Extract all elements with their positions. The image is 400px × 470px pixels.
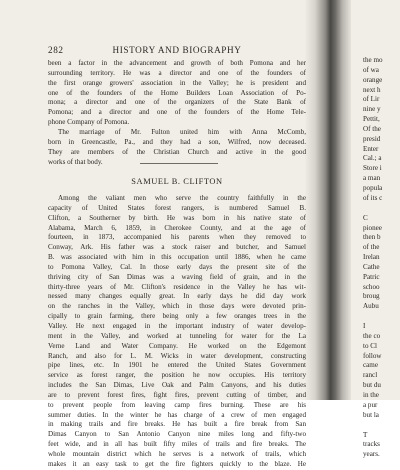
top-paragraph	[48, 59, 306, 128]
text-fragment: Of the	[363, 124, 381, 133]
text-line: to Pomona Valley, Cal. In those early days the present site of the	[48, 262, 306, 271]
text-line: thirty-three years of Mr. Clifton's residence in the Valley he has wit-	[48, 282, 306, 291]
text-fragment: Aubu	[363, 302, 379, 311]
text-line: works of that body.	[48, 157, 103, 166]
text-line: on the ranches in the Valley, which in those days were devoted prin-	[48, 302, 306, 311]
text-line: phone Company of Pomona.	[48, 118, 130, 127]
book-gutter-shadow	[305, 0, 351, 400]
text-line: in making trails and fire breaks. He has built a fire break from San	[48, 420, 306, 429]
text-fragment: C	[363, 213, 368, 222]
text-line: B. was associated with him in this occupation until 1886, when he came	[48, 253, 306, 262]
text-fragment: rancl	[363, 371, 378, 380]
text-line: Conway, Ark. His father was a stock raiser and butcher, and Samuel	[48, 243, 306, 252]
paragraph-gap	[363, 312, 400, 322]
text-fragment: popula	[363, 183, 383, 192]
paragraph-gap	[363, 204, 400, 214]
text-fragment: of the	[363, 243, 380, 252]
text-line: makes it an easy task to get the fire fighters quickly to the blaze. He	[48, 459, 306, 468]
text-line: Dimas Canyon to San Antonio Canyon nine miles long and fifty-two	[48, 430, 306, 439]
text-fragment: a pur	[363, 400, 378, 409]
text-fragment: then b	[363, 233, 381, 242]
text-fragment: orange	[363, 75, 383, 84]
section-divider	[140, 163, 218, 164]
text-line: ment in the Valley, and worked at tunneling for water for the La	[48, 331, 306, 340]
text-fragment: but du	[363, 381, 381, 390]
paragraph-gap	[363, 421, 400, 431]
text-line: summer duties. In the winter he has charge of a crew of men engaged	[48, 410, 306, 419]
text-fragment: the co	[363, 331, 381, 340]
text-line: feet wide, and in all has built fifty miles of trails and fire breaks. The	[48, 440, 306, 449]
text-fragment: Irelan	[363, 253, 380, 262]
text-line: capacity of United States forest rangers, is numbered Samuel B.	[48, 203, 306, 212]
text-line: mona; a director and one of the organizers of the State Bank of	[48, 98, 306, 107]
text-fragment: presid	[363, 134, 381, 143]
text-fragment: years.	[363, 450, 380, 459]
text-line: Ranch, and also for L. M. Wicks in water development, constructing	[48, 351, 306, 360]
text-fragment: Cathe	[363, 262, 380, 271]
marriage-paragraph	[48, 128, 306, 167]
text-line: Clifton, a Southerner by birth. He was born in his native state of	[48, 213, 306, 222]
text-fragment: Enter	[363, 144, 379, 153]
text-fragment: in the	[363, 391, 379, 399]
text-line: Valley. He next engaged in the important industry of water develop-	[48, 321, 306, 330]
text-fragment: came	[363, 361, 378, 370]
text-fragment: nine y	[363, 105, 381, 114]
text-fragment: to Cl	[363, 341, 377, 350]
text-line: the first orange growers' association in the Valley; he is president and	[48, 78, 306, 87]
text-line: are to prevent forest fires, fight fires, prevent cutting of timber, and	[48, 390, 306, 399]
text-line: surrounding territory. He was a director and one of the founders of	[48, 68, 306, 77]
text-fragment: pionee	[363, 223, 382, 232]
text-line: cipally to grain farming, there being only a few oranges trees in the	[48, 312, 306, 321]
text-fragment: Patric	[363, 272, 380, 281]
text-fragment: broug	[363, 292, 380, 301]
text-line: Among the valiant men who serve the country faithfully in the	[58, 194, 306, 202]
text-line: They are members of the Christian Church and active in the good	[48, 147, 306, 156]
text-fragment: I	[363, 322, 366, 331]
text-fragment: but la	[363, 410, 379, 419]
text-line: fourteen, in 1873, accompanied his parents when they removed to	[48, 233, 306, 242]
text-line: born in Greencastle, Pa., and they had a son, Wilfred, now deceased.	[48, 137, 306, 146]
text-line: Verne Land and Water Company. He worked on the Edgemont	[48, 341, 306, 350]
text-line: been a factor in the advancement and growth of both Pomona and her	[48, 59, 306, 67]
section-heading: SAMUEL B. CLIFTON	[131, 177, 223, 186]
text-fragment: tracks	[363, 440, 380, 449]
text-line: Alabama, March 6, 1859, in Cherokee County, and at the age of	[48, 223, 306, 232]
text-fragment: a man	[363, 174, 381, 183]
text-fragment: follow	[363, 351, 382, 360]
text-line: thriving city of San Dimas was a waving field of grain, and in the	[48, 272, 306, 281]
text-line: one of the founders of the Home Builders Loan Association of Po-	[48, 88, 306, 97]
text-fragment: next h	[363, 85, 381, 94]
text-fragment: Store i	[363, 164, 382, 173]
text-line: Pomona; and a director and one of the founders of the Home Tele-	[48, 108, 306, 117]
text-line: whole mountain district which he serves is a network of trails, which	[48, 449, 306, 458]
right-page-text	[363, 56, 400, 460]
text-line: The marriage of Mr. Fulton united him with Anna McComb,	[58, 128, 306, 136]
text-fragment: of Lir	[363, 95, 380, 104]
text-line: includes the San Dimas, Live Oak and Palm Canyons, and his duties	[48, 381, 306, 390]
page-number: 282	[48, 45, 64, 55]
text-line: to prevent people from leaving camp fires burning. These are his	[48, 400, 306, 409]
body-paragraph	[48, 194, 306, 470]
text-fragment: Cal.; a	[363, 154, 382, 163]
text-fragment: schoo	[363, 282, 380, 291]
text-line: nessed many changes equally great. In early days he did day work	[48, 292, 306, 301]
text-fragment: Pettit,	[363, 115, 380, 124]
text-fragment: of its c	[363, 193, 383, 202]
text-fragment: of wa	[363, 65, 379, 74]
text-fragment: T	[363, 430, 368, 439]
text-line: pipe lines, etc. In 1901 he entered the United States Government	[48, 361, 306, 370]
running-head: HISTORY AND BIOGRAPHY	[112, 45, 242, 55]
text-fragment: the mo	[363, 56, 383, 64]
text-line: service as forest ranger, the position he now occupies. His territory	[48, 371, 306, 380]
